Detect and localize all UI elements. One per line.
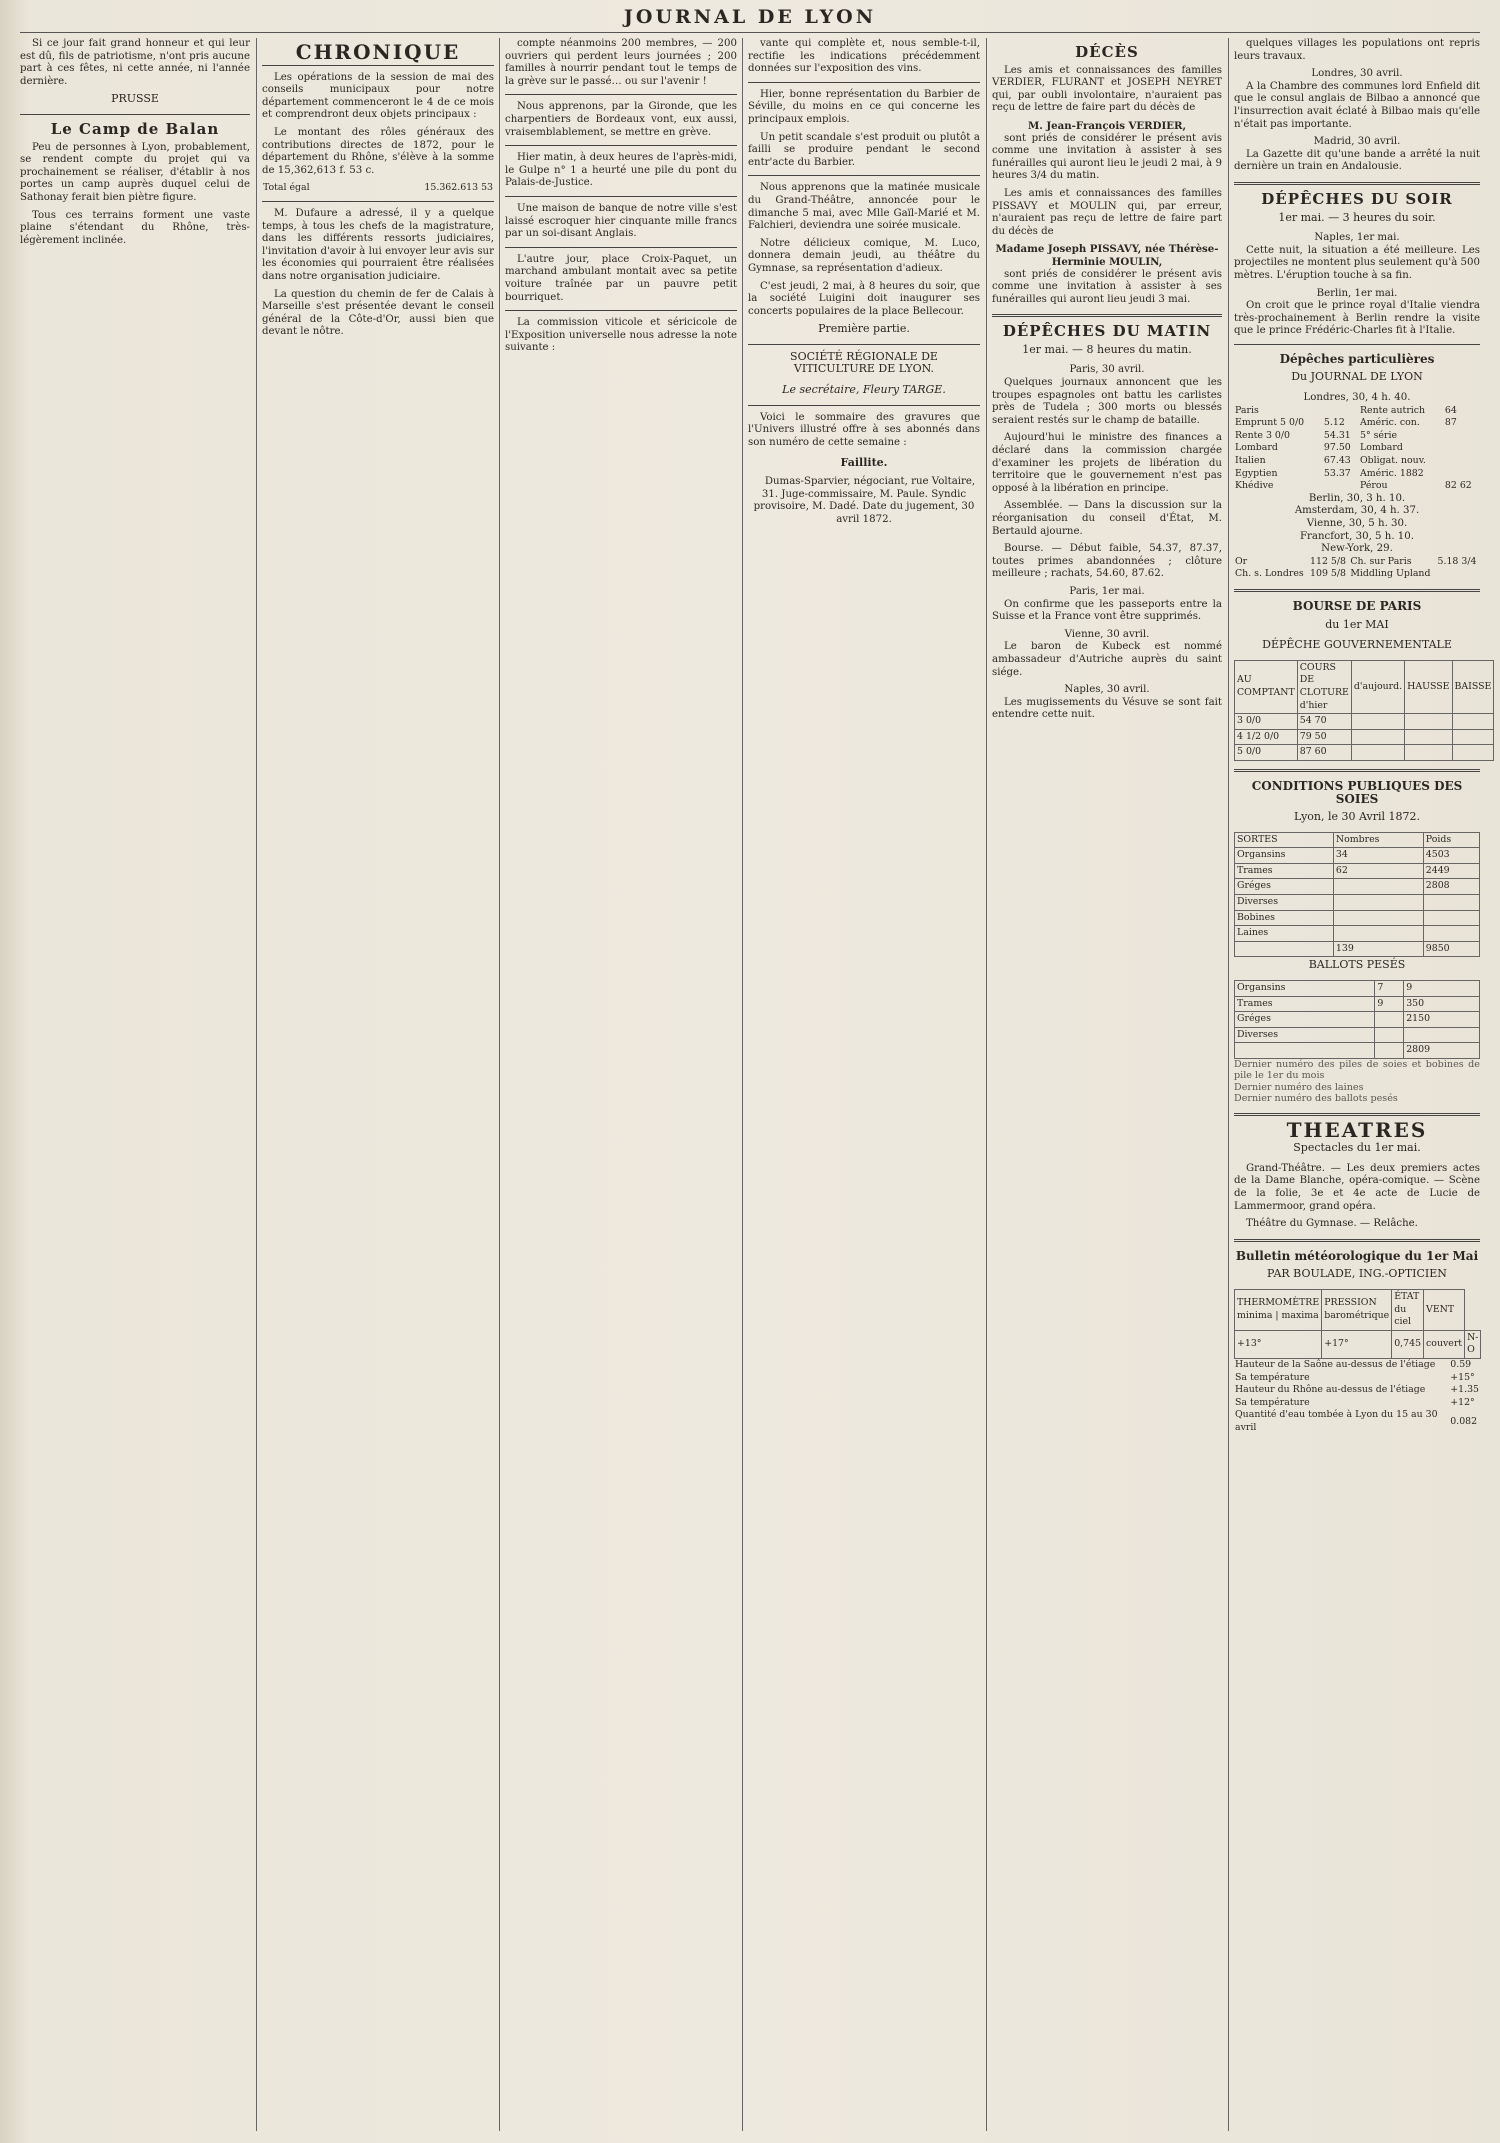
table-cell: 9 bbox=[1375, 996, 1404, 1012]
market-line: Francfort, 30, 5 h. 10. bbox=[1299, 530, 1415, 542]
society-signature: Le secrétaire, Fleury TARGE. bbox=[782, 383, 946, 397]
faillite-text: Dumas-Sparvier, négociant, rue Voltaire, 31. Juge-commissaire, M. Paule. Syndic provisoire, M. Dadé. Date du jugement, 30 avril 1872. bbox=[753, 476, 976, 525]
soies-row bbox=[1235, 863, 1480, 879]
bourse-date: du 1er MAI bbox=[1325, 617, 1389, 631]
divider bbox=[1234, 589, 1480, 592]
table-cell: 350 bbox=[1404, 996, 1480, 1012]
table-cell: Ch. sur Paris bbox=[1350, 555, 1412, 567]
deces-name1: M. Jean-François VERDIER, bbox=[1027, 119, 1186, 132]
program-title: Première partie. bbox=[818, 322, 910, 336]
dateline: Londres, 30 avril. bbox=[1311, 68, 1403, 80]
table-cell bbox=[1444, 455, 1480, 468]
table-header-cell: HAUSSE bbox=[1405, 660, 1452, 713]
newyork-quotes-table bbox=[1234, 556, 1480, 581]
column-rule bbox=[986, 38, 987, 2131]
table-cell bbox=[1333, 895, 1423, 911]
table-cell bbox=[1444, 468, 1480, 481]
table-cell: Paris bbox=[1235, 404, 1259, 416]
ballots-table bbox=[1234, 980, 1480, 1059]
chronique-title: CHRONIQUE bbox=[295, 40, 461, 64]
totals-value: 15.362.613 53 bbox=[424, 182, 493, 194]
theatres-title: THEATRES bbox=[1286, 1117, 1428, 1142]
divider bbox=[748, 344, 980, 345]
meteo-line bbox=[1234, 1409, 1480, 1434]
dateline: Vienne, 30 avril. bbox=[1064, 628, 1150, 640]
table-cell: 139 bbox=[1333, 941, 1423, 957]
dm-p1: Quelques journaux annoncent que les troupes espagnoles ont battu les carlistes près de Tudela ; 300 morts ou blessés seraient restés sur le champ de bataille. bbox=[992, 377, 1222, 426]
meteo-line bbox=[1234, 1384, 1480, 1397]
deces-name2: Madame Joseph PISSAVY, née Thérèse-Herminie MOULIN, bbox=[995, 243, 1219, 268]
table-cell: 2809 bbox=[1404, 1043, 1480, 1059]
dateline: Madrid, 30 avril. bbox=[1313, 136, 1401, 148]
table-cell bbox=[1323, 405, 1359, 418]
table-cell: 5.12 bbox=[1323, 417, 1345, 429]
col3-p3: Hier matin, à deux heures de l'après-midi, le Gulpe n° 1 a heurté une pile du pont du Palais-de-Justice. bbox=[505, 152, 737, 189]
meteo-by: PAR BOULADE, ING.-OPTICIEN bbox=[1267, 1267, 1447, 1281]
column-4 bbox=[748, 38, 980, 2133]
divider bbox=[505, 247, 737, 248]
table-cell: Diverses bbox=[1235, 1027, 1375, 1043]
chronique-p2: Le montant des rôles généraux des contributions directes de 1872, pour le département du Rhône, s'élève à la somme de 15,362,613 f. 53 c. bbox=[262, 126, 494, 176]
column-rule bbox=[1228, 38, 1229, 2131]
table-cell: Quantité d'eau tombée à Lyon du 15 au 30 avril bbox=[1235, 1409, 1438, 1433]
table-cell bbox=[1333, 910, 1423, 926]
section-prusse: PRUSSE bbox=[111, 92, 159, 106]
table-cell bbox=[1333, 926, 1423, 942]
table-cell: 62 bbox=[1333, 863, 1423, 879]
table-cell bbox=[1333, 879, 1423, 895]
column-rule bbox=[499, 38, 500, 2131]
table-cell: 4503 bbox=[1423, 848, 1479, 864]
table-header-cell: AU COMPTANT bbox=[1235, 660, 1298, 713]
table-cell bbox=[1452, 745, 1494, 761]
col3-p1: compte néanmoins 200 membres, — 200 ouvriers qui perdent leurs journées ; 200 familles à nourrir pendant tout le temps de la grève sur le passé… ou sur l'avenir ! bbox=[505, 38, 737, 87]
table-cell: 0,745 bbox=[1392, 1330, 1424, 1358]
ballots-row bbox=[1235, 981, 1480, 997]
table-cell bbox=[1235, 1043, 1375, 1059]
table-cell bbox=[1351, 714, 1404, 730]
deces-p4: sont priés de considérer le présent avis comme une invitation à assister à ses funérailles qui auront lieu jeudi 3 mai. bbox=[992, 268, 1222, 305]
table-cell: Diverses bbox=[1235, 895, 1334, 911]
col4-p3: Un petit scandale s'est produit ou plutôt a failli se produire pendant le second entr'acte du Barbier. bbox=[748, 131, 980, 168]
meteo-line bbox=[1234, 1397, 1480, 1410]
soies-row bbox=[1235, 848, 1480, 864]
col6-p1: A la Chambre des communes lord Enfield dit que le consul anglais de Bilbao a annoncé que l'insurrection avait éclaté à Bilbao mais qu'elle n'était pas importante. bbox=[1234, 80, 1480, 130]
dateline: Naples, 1er mai. bbox=[1314, 232, 1400, 244]
col4-p7: Voici le sommaire des gravures que l'Univers illustré offre à ses abonnés dans son numéro de cette semaine : bbox=[748, 411, 980, 448]
table-header-cell: BAISSE bbox=[1452, 660, 1494, 713]
bourse-title: BOURSE DE PARIS bbox=[1292, 598, 1422, 613]
column-rule bbox=[256, 38, 257, 2131]
table-cell bbox=[1405, 745, 1452, 761]
column-rule bbox=[742, 38, 743, 2131]
table-cell: Organsins bbox=[1235, 981, 1375, 997]
meteo-line bbox=[1234, 1359, 1480, 1372]
table-cell: 9850 bbox=[1423, 941, 1479, 957]
quote-row bbox=[1234, 468, 1480, 481]
divider bbox=[505, 145, 737, 146]
table-cell bbox=[1452, 714, 1494, 730]
divider bbox=[1234, 1239, 1480, 1242]
theatres-p2: Théâtre du Gymnase. — Relâche. bbox=[1246, 1218, 1418, 1230]
table-cell: +15° bbox=[1450, 1371, 1475, 1383]
market-line: New-York, 29. bbox=[1321, 543, 1393, 555]
theatres-p1: Grand-Théâtre. — Les deux premiers actes de la Dame Blanche, opéra-comique. — Scène de la folie, 3e et 4e acte de Lucie de Lammermoor, grand opéra. bbox=[1234, 1162, 1480, 1212]
table-cell: Italien bbox=[1235, 455, 1266, 467]
deces-p3: Les amis et connaissances des familles PISSAVY et MOULIN qui, par erreur, n'auraient pas reçu de lettre de faire part du décès de bbox=[992, 187, 1222, 237]
table-cell: 5° série bbox=[1359, 429, 1398, 441]
deces-title: DÉCÈS bbox=[1075, 43, 1139, 61]
table-cell: Trames bbox=[1235, 996, 1375, 1012]
faillite-title: Faillite. bbox=[840, 456, 888, 470]
soies-row bbox=[1235, 895, 1480, 911]
table-cell: Emprunt 5 0/0 bbox=[1235, 417, 1305, 429]
table-cell bbox=[1404, 1027, 1480, 1043]
divider bbox=[1234, 769, 1480, 772]
table-cell: Obligat. nouv. bbox=[1359, 455, 1426, 467]
masthead-rule bbox=[20, 32, 1480, 33]
meteo-title: Bulletin météorologique du 1er Mai bbox=[1235, 1248, 1479, 1263]
col4-p4: Nous apprenons que la matinée musicale du Grand-Théâtre, annoncée pour le dimanche 5 mai, avec Mlle Gaïl-Marié et M. Falchieri, deviendra une soirée musicale. bbox=[748, 182, 980, 232]
col3-p5: L'autre jour, place Croix-Paquet, un marchand ambulant montait avec sa petite voiture traînée par un pauvre petit bourriquet. bbox=[505, 253, 737, 303]
table-cell bbox=[1423, 895, 1479, 911]
soies-total-row bbox=[1235, 941, 1480, 957]
table-cell: +17° bbox=[1322, 1330, 1392, 1358]
table-cell: Trames bbox=[1235, 863, 1334, 879]
dm-p4: Bourse. — Début faible, 54.37, 87.37, toutes primes abandonnées ; clôture meilleure ; rachats, 54.60, 87.62. bbox=[992, 543, 1222, 580]
depeches-soir-title: DÉPÊCHES DU SOIR bbox=[1261, 189, 1453, 208]
table-cell: Rente autrich bbox=[1359, 404, 1426, 416]
table-cell: N-O bbox=[1465, 1330, 1481, 1358]
table-cell: Bobines bbox=[1235, 910, 1334, 926]
table-cell bbox=[1375, 1027, 1404, 1043]
divider bbox=[748, 405, 980, 406]
table-cell: 0.082 bbox=[1450, 1415, 1478, 1427]
particulieres-title: Dépêches particulières bbox=[1279, 351, 1435, 366]
table-cell: 7 bbox=[1375, 981, 1404, 997]
col3-p4: Une maison de banque de notre ville s'est laissé escroquer hier cinquante mille francs par un soi-disant Anglais. bbox=[505, 202, 737, 240]
table-cell bbox=[1423, 926, 1479, 942]
table-cell bbox=[1423, 910, 1479, 926]
table-cell: 109 5/8 bbox=[1310, 568, 1346, 580]
table-cell bbox=[1437, 568, 1480, 581]
table-cell bbox=[1323, 480, 1359, 493]
market-line: Vienne, 30, 5 h. 30. bbox=[1306, 518, 1408, 529]
table-cell: Améric. con. bbox=[1359, 417, 1420, 429]
table-header-cell: Nombres bbox=[1333, 832, 1423, 848]
table-cell: 82 62 bbox=[1444, 480, 1472, 492]
table-cell: Laines bbox=[1235, 926, 1334, 942]
table-cell: 4 1/2 0/0 bbox=[1235, 729, 1298, 745]
soies-row bbox=[1235, 926, 1480, 942]
col6-p3: Cette nuit, la situation a été meilleure. Les projectiles ne montent plus seulement qu'à 500 mètres. L'éruption touche à sa fin. bbox=[1234, 244, 1480, 281]
col6-p0: quelques villages les populations ont repris leurs travaux. bbox=[1234, 38, 1480, 62]
col4-p1: vante qui complète et, nous semble-t-il, rectifie les indications précédemment données sur l'exposition des vins. bbox=[748, 38, 980, 75]
table-cell: Egyptien bbox=[1235, 467, 1278, 479]
table-cell: 3 0/0 bbox=[1235, 714, 1298, 730]
market-line: Amsterdam, 30, 4 h. 37. bbox=[1294, 505, 1420, 517]
divider bbox=[262, 65, 494, 66]
quote-row bbox=[1234, 442, 1480, 455]
table-cell: Lombard bbox=[1359, 442, 1403, 454]
ballots-row bbox=[1235, 1027, 1480, 1043]
soies-row bbox=[1235, 879, 1480, 895]
table-cell bbox=[1375, 1012, 1404, 1028]
soies-title: CONDITIONS PUBLIQUES DES SOIES bbox=[1251, 778, 1463, 806]
table-cell: 5 0/0 bbox=[1235, 745, 1298, 761]
table-cell: 87 60 bbox=[1297, 745, 1351, 761]
table-header-cell: THERMOMÈTRE minima | maxima bbox=[1235, 1289, 1322, 1330]
soies-row bbox=[1235, 910, 1480, 926]
camp-p2: Tous ces terrains forment une vaste plaine s'étendant du Rhône, très-légèrement inclinée. bbox=[20, 209, 250, 246]
table-cell bbox=[1375, 1043, 1404, 1059]
table-header-row bbox=[1235, 832, 1480, 848]
table-cell: +12° bbox=[1450, 1396, 1475, 1408]
ballots-row bbox=[1235, 1012, 1480, 1028]
table-cell bbox=[1444, 442, 1480, 455]
deces-p2: sont priés de considérer le présent avis comme une invitation à assister à ses funérailles qui auront lieu le jeudi 2 mai, à 9 heures 3/4 du matin. bbox=[992, 132, 1222, 182]
table-cell: 67.43 bbox=[1323, 455, 1351, 467]
table-header-row bbox=[1235, 660, 1494, 713]
col6-p4: On croit que le prince royal d'Italie viendra très-prochainement à Berlin rendre la visite que le prince Frédéric-Charles fit à l'Italie. bbox=[1234, 300, 1480, 337]
dm-p5: On confirme que les passeports entre la Suisse et la France vont être supprimés. bbox=[992, 598, 1222, 623]
table-cell: Pérou bbox=[1359, 480, 1388, 492]
dm-p6: Le baron de Kubeck est nommé ambassadeur d'Autriche auprès du saint siége. bbox=[992, 641, 1222, 678]
bourse-row bbox=[1235, 745, 1494, 761]
table-cell: 79 50 bbox=[1297, 729, 1351, 745]
deces-p1: Les amis et connaissances des familles VERDIER, FLURANT et JOSEPH NEYRET qui, par oubli involontaire, n'auraient pas reçu de lettre de faire part du décès de bbox=[992, 64, 1222, 114]
chronique-p4: La question du chemin de fer de Calais à Marseille s'est présentée devant le conseil général de la Côte-d'Or, aussi bien que devant le nôtre. bbox=[262, 288, 494, 338]
dm-p2: Aujourd'hui le ministre des finances a déclaré dans la commission chargée d'examiner les projets de libération du territoire que le gouvernement n'est pas opposé à la libération en principe. bbox=[992, 432, 1222, 494]
quote-row bbox=[1234, 455, 1480, 468]
dateline: Paris, 30 avril. bbox=[1069, 364, 1145, 376]
col1-intro: Si ce jour fait grand honneur et qui leur est dû, fils de patriotisme, n'ont pris aucune part à ces fêtes, ni cette année, ni l'année dernière. bbox=[20, 38, 250, 87]
column-5 bbox=[992, 38, 1222, 2133]
divider bbox=[505, 196, 737, 197]
table-cell: Gréges bbox=[1235, 1012, 1375, 1028]
col4-p5: Notre délicieux comique, M. Luco, donnera demain jeudi, au théâtre du Gymnase, sa représentation d'adieux. bbox=[748, 237, 980, 274]
ballots-row bbox=[1235, 996, 1480, 1012]
table-header-cell: Poids bbox=[1423, 832, 1479, 848]
particulieres-sub: Du JOURNAL DE LYON bbox=[1291, 370, 1423, 384]
camp-title: Le Camp de Balan bbox=[50, 119, 220, 138]
column-2 bbox=[262, 38, 494, 2133]
divider bbox=[505, 310, 737, 311]
table-header-row bbox=[1235, 1289, 1481, 1330]
quote-row bbox=[1234, 417, 1480, 430]
table-cell: 5.18 3/4 bbox=[1437, 555, 1477, 567]
bourse-sub: DÉPÊCHE GOUVERNEMENTALE bbox=[1262, 638, 1452, 652]
table-cell: 53.37 bbox=[1323, 467, 1351, 479]
soies-note: Dernier numéro des laines bbox=[1234, 1081, 1364, 1093]
col4-p6: C'est jeudi, 2 mai, à 8 heures du soir, que la société Luigini doit inaugurer ses concerts populaires de la place Bellecour. bbox=[748, 280, 980, 317]
theatres-sub: Spectacles du 1er mai. bbox=[1293, 1141, 1421, 1155]
quote-row bbox=[1234, 405, 1480, 418]
quote-row bbox=[1234, 556, 1480, 569]
table-cell bbox=[1444, 430, 1480, 443]
chronique-p3: M. Dufaure a adressé, il y a quelque temps, à tous les chefs de la magistrature, dans les différents ressorts judiciaires, l'invitation d'avoir à lui envoyer leur avis sur les économies qui pourraient être réalisées dans notre organisation judiciaire. bbox=[262, 207, 494, 282]
table-cell: Rente 3 0/0 bbox=[1235, 429, 1290, 441]
table-cell: Hauteur du Rhône au-dessus de l'étiage bbox=[1235, 1384, 1426, 1396]
table-cell bbox=[1405, 729, 1452, 745]
table-cell: 34 bbox=[1333, 848, 1423, 864]
table-cell bbox=[1452, 729, 1494, 745]
table-cell: Gréges bbox=[1235, 879, 1334, 895]
depeches-matin-title: DÉPÊCHES DU MATIN bbox=[1002, 322, 1212, 341]
totals-table bbox=[262, 182, 494, 195]
table-cell: Hauteur de la Saône au-dessus de l'étiage bbox=[1235, 1358, 1436, 1370]
ballots-total-row bbox=[1235, 1043, 1480, 1059]
table-cell bbox=[1235, 941, 1334, 957]
quote-row bbox=[1234, 480, 1480, 493]
meteo-row bbox=[1235, 1330, 1481, 1358]
table-cell: Middling Upland bbox=[1350, 568, 1431, 580]
meteo-table bbox=[1234, 1289, 1481, 1359]
table-cell: 2808 bbox=[1423, 879, 1479, 895]
divider bbox=[262, 201, 494, 202]
depeches-matin-subtitle: 1er mai. — 8 heures du matin. bbox=[1022, 342, 1192, 356]
table-cell: 54 70 bbox=[1297, 714, 1351, 730]
table-cell: Ch. s. Londres bbox=[1235, 568, 1304, 580]
ballots-title: BALLOTS PESÉS bbox=[1308, 958, 1406, 972]
meteo-lines bbox=[1234, 1359, 1480, 1435]
table-header-cell: COURS DE CLOTURE d'hier bbox=[1297, 660, 1351, 713]
table-header-cell: ÉTAT du ciel bbox=[1392, 1289, 1424, 1330]
table-header-cell: VENT bbox=[1424, 1289, 1465, 1330]
column-6 bbox=[1234, 38, 1492, 2133]
divider bbox=[505, 94, 737, 95]
table-cell: 2150 bbox=[1404, 1012, 1480, 1028]
col3-p2: Nous apprenons, par la Gironde, que les charpentiers de Bordeaux vont, eux aussi, vraisemblablement, se mettre en grève. bbox=[505, 101, 737, 138]
dateline: Naples, 30 avril. bbox=[1064, 684, 1150, 696]
masthead: JOURNAL DE LYON bbox=[623, 6, 877, 28]
camp-p1: Peu de personnes à Lyon, probablement, se rendent compte du projet qui va prochainement se réaliser, d'établir à nos portes un camp auprès duquel celui de Sathonay ferait bien piètre figure. bbox=[20, 141, 250, 203]
table-cell: 2449 bbox=[1423, 863, 1479, 879]
table-cell: Sa température bbox=[1235, 1371, 1310, 1383]
table-cell: Organsins bbox=[1235, 848, 1334, 864]
soies-table bbox=[1234, 832, 1480, 958]
table-cell: Khédive bbox=[1235, 480, 1274, 492]
bourse-row bbox=[1235, 729, 1494, 745]
divider bbox=[992, 314, 1222, 317]
table-cell bbox=[1405, 714, 1452, 730]
table-cell: 64 bbox=[1444, 404, 1457, 416]
column-3 bbox=[505, 38, 737, 2133]
table-cell: 9 bbox=[1404, 981, 1480, 997]
market-line: Berlin, 30, 3 h. 10. bbox=[1308, 492, 1406, 504]
society-title: SOCIÉTÉ RÉGIONALE DE VITICULTURE DE LYON. bbox=[790, 349, 938, 376]
dateline: Berlin, 1er mai. bbox=[1316, 287, 1398, 299]
chronique-p1: Les opérations de la session de mai des conseils municipaux pour notre département commenceront le 4 de ce mois et comprendront deux objets principaux : bbox=[262, 71, 494, 121]
divider bbox=[1234, 344, 1480, 345]
column-1 bbox=[20, 38, 250, 2133]
market-line: Londres, 30, 4 h. 40. bbox=[1303, 392, 1411, 404]
divider bbox=[20, 114, 250, 115]
dateline: Paris, 1er mai. bbox=[1069, 585, 1145, 597]
dm-p3: Assemblée. — Dans la discussion sur la réorganisation du conseil d'État, M. Bertauld ajourne. bbox=[992, 500, 1222, 537]
table-cell: +1.35 bbox=[1450, 1384, 1479, 1396]
col3-p6: La commission viticole et séricicole de l'Exposition universelle nous adresse la note suivante : bbox=[505, 317, 737, 354]
depeches-soir-sub: 1er mai. — 3 heures du soir. bbox=[1278, 210, 1436, 224]
quote-row bbox=[1234, 568, 1480, 581]
meteo-line bbox=[1234, 1372, 1480, 1385]
dm-p7: Les mugissements du Vésuve se sont fait entendre cette nuit. bbox=[992, 696, 1222, 721]
bourse-table bbox=[1234, 660, 1494, 761]
table-cell: couvert bbox=[1424, 1330, 1465, 1358]
table-cell bbox=[1351, 745, 1404, 761]
table-cell: 97.50 bbox=[1323, 442, 1351, 454]
table-cell: Sa température bbox=[1235, 1396, 1310, 1408]
table-cell: Or bbox=[1235, 555, 1248, 567]
table-cell bbox=[1351, 729, 1404, 745]
table-cell: Améric. 1882 bbox=[1359, 467, 1424, 479]
table-cell: 112 5/8 bbox=[1310, 555, 1346, 567]
table-header-cell: PRESSION barométrique bbox=[1322, 1289, 1392, 1330]
table-cell: 87 bbox=[1444, 417, 1457, 429]
quote-row bbox=[1234, 430, 1480, 443]
table-cell: Lombard bbox=[1235, 442, 1278, 454]
table-header-cell: d'aujourd. bbox=[1351, 660, 1404, 713]
table-header-cell: SORTES bbox=[1235, 832, 1334, 848]
soies-note: Dernier numéro des piles de soies et bobines de pile le 1er du mois bbox=[1234, 1059, 1480, 1082]
table-cell: 54.31 bbox=[1323, 429, 1351, 441]
table-cell: +13° bbox=[1235, 1330, 1322, 1358]
table-cell: 0.59 bbox=[1450, 1358, 1472, 1370]
divider bbox=[1234, 1113, 1480, 1116]
divider bbox=[748, 175, 980, 176]
divider bbox=[1234, 182, 1480, 185]
col4-p2: Hier, bonne représentation du Barbier de Séville, du moins en ce qui concerne les principaux emplois. bbox=[748, 88, 980, 125]
london-quotes-table bbox=[1234, 405, 1480, 493]
soies-date: Lyon, le 30 Avril 1872. bbox=[1293, 810, 1421, 824]
divider bbox=[748, 82, 980, 83]
col6-p2: La Gazette dit qu'une bande a arrêté la nuit dernière un train en Andalousie. bbox=[1234, 148, 1480, 173]
soies-note: Dernier numéro des ballots pesés bbox=[1234, 1093, 1398, 1105]
bourse-row bbox=[1235, 714, 1494, 730]
totals-label: Total égal bbox=[263, 182, 310, 194]
